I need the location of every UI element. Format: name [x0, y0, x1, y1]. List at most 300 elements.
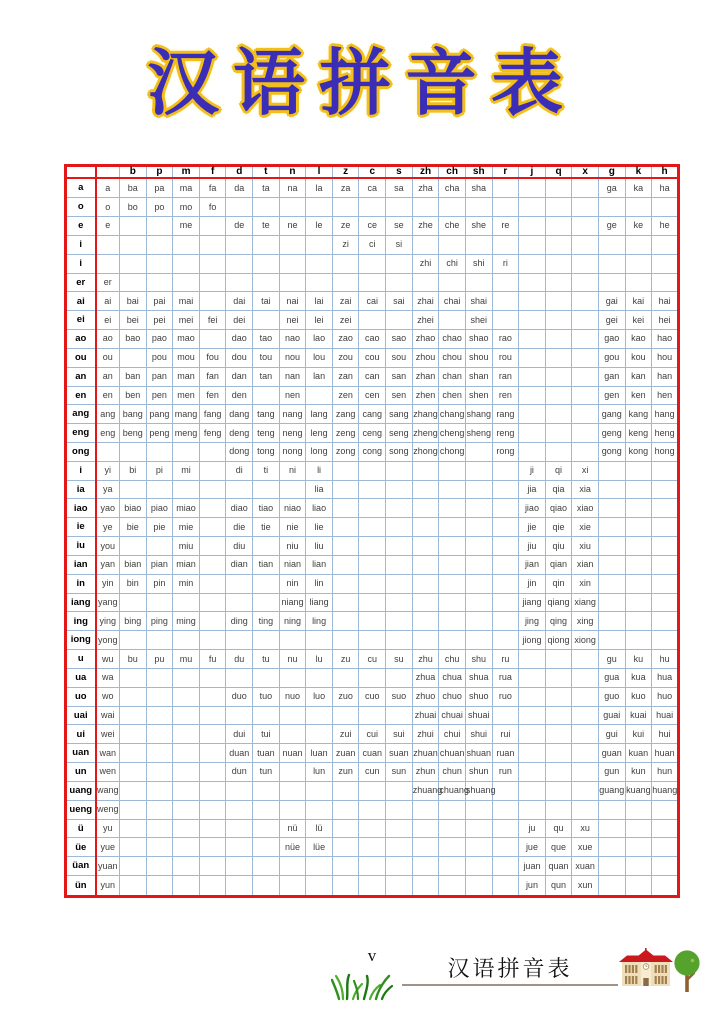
pinyin-cell: qun	[545, 876, 572, 897]
pinyin-cell	[332, 574, 359, 593]
pinyin-cell: mu	[173, 650, 200, 669]
pinyin-cell	[439, 273, 466, 292]
pinyin-cell	[332, 781, 359, 800]
pinyin-cell: shu	[465, 650, 492, 669]
pinyin-cell: shuai	[465, 706, 492, 725]
pinyin-cell: chi	[439, 254, 466, 273]
pinyin-cell: gong	[598, 442, 625, 461]
pinyin-cell	[519, 273, 546, 292]
pinyin-cell: que	[545, 838, 572, 857]
pinyin-cell: zuo	[332, 687, 359, 706]
pinyin-cell	[173, 819, 200, 838]
pinyin-cell: shao	[465, 330, 492, 349]
initial-column-header: p	[146, 166, 173, 179]
pinyin-cell	[96, 442, 120, 461]
pinyin-cell	[146, 631, 173, 650]
pinyin-cell: zan	[332, 367, 359, 386]
pinyin-row	[66, 876, 679, 897]
pinyin-cell: shei	[465, 311, 492, 330]
final-row-label: a	[66, 178, 96, 198]
pinyin-cell	[386, 631, 413, 650]
pinyin-cell	[598, 631, 625, 650]
initials-header-row	[66, 166, 679, 179]
pinyin-cell: ling	[306, 612, 333, 631]
pinyin-cell	[412, 593, 439, 612]
pinyin-cell: kang	[625, 405, 652, 424]
pinyin-cell	[572, 311, 599, 330]
pinyin-cell: tao	[253, 330, 280, 349]
pinyin-cell: chuan	[439, 744, 466, 763]
pinyin-cell: rang	[492, 405, 519, 424]
pinyin-cell: mou	[173, 348, 200, 367]
pinyin-cell	[598, 235, 625, 254]
pinyin-cell	[492, 311, 519, 330]
pinyin-cell: yue	[96, 838, 120, 857]
pinyin-cell	[120, 876, 147, 897]
pinyin-row	[66, 348, 679, 367]
pinyin-cell: cong	[359, 442, 386, 461]
pinyin-cell: kuan	[625, 744, 652, 763]
pinyin-cell: zi	[332, 235, 359, 254]
pinyin-cell: suo	[386, 687, 413, 706]
pinyin-cell	[465, 631, 492, 650]
pinyin-cell: tan	[253, 367, 280, 386]
pinyin-row	[66, 198, 679, 217]
pinyin-cell	[625, 876, 652, 897]
initial-column-header: x	[572, 166, 599, 179]
pinyin-cell: chua	[439, 668, 466, 687]
pinyin-cell	[96, 235, 120, 254]
pinyin-cell	[359, 518, 386, 537]
pinyin-cell	[625, 593, 652, 612]
pinyin-cell: gao	[598, 330, 625, 349]
pinyin-cell: tong	[253, 442, 280, 461]
pinyin-cell	[572, 178, 599, 198]
pinyin-cell: nei	[279, 311, 306, 330]
pinyin-cell: bei	[120, 311, 147, 330]
pinyin-cell	[492, 178, 519, 198]
pinyin-cell: qia	[545, 480, 572, 499]
pinyin-cell	[439, 593, 466, 612]
pinyin-cell	[120, 763, 147, 782]
pinyin-cell: qing	[545, 612, 572, 631]
pinyin-cell: biao	[120, 499, 147, 518]
final-row-label: üan	[66, 857, 96, 876]
pinyin-cell: kong	[625, 442, 652, 461]
pinyin-row	[66, 555, 679, 574]
pinyin-cell	[625, 198, 652, 217]
pinyin-cell	[199, 687, 226, 706]
pinyin-cell	[492, 876, 519, 897]
pinyin-cell: ting	[253, 612, 280, 631]
pinyin-cell: de	[226, 217, 253, 236]
pinyin-cell	[439, 819, 466, 838]
pinyin-cell: teng	[253, 424, 280, 443]
pinyin-cell: fa	[199, 178, 226, 198]
pinyin-cell: qiang	[545, 593, 572, 612]
pinyin-cell	[572, 744, 599, 763]
pinyin-cell	[146, 857, 173, 876]
pinyin-cell: a	[96, 178, 120, 198]
pinyin-cell: nie	[279, 518, 306, 537]
pinyin-cell	[226, 480, 253, 499]
pinyin-cell: nao	[279, 330, 306, 349]
pinyin-cell: bian	[120, 555, 147, 574]
pinyin-cell	[306, 876, 333, 897]
pinyin-cell	[652, 235, 679, 254]
pinyin-cell: ning	[279, 612, 306, 631]
pinyin-cell: dun	[226, 763, 253, 782]
pinyin-cell	[598, 838, 625, 857]
pinyin-cell	[359, 311, 386, 330]
pinyin-row	[66, 574, 679, 593]
pinyin-cell: cha	[439, 178, 466, 198]
pinyin-cell	[572, 800, 599, 819]
pinyin-cell	[572, 725, 599, 744]
pinyin-cell	[598, 876, 625, 897]
pinyin-cell	[226, 857, 253, 876]
pinyin-cell	[199, 217, 226, 236]
pinyin-cell: reng	[492, 424, 519, 443]
pinyin-cell	[199, 744, 226, 763]
pinyin-row	[66, 593, 679, 612]
pinyin-cell: shai	[465, 292, 492, 311]
pinyin-cell	[545, 217, 572, 236]
pinyin-cell: yuan	[96, 857, 120, 876]
pinyin-cell: rong	[492, 442, 519, 461]
pinyin-cell: kou	[625, 348, 652, 367]
pinyin-cell	[572, 668, 599, 687]
pinyin-cell	[545, 348, 572, 367]
pinyin-cell	[492, 593, 519, 612]
pinyin-cell	[199, 273, 226, 292]
pinyin-cell: zu	[332, 650, 359, 669]
pinyin-cell: san	[386, 367, 413, 386]
pinyin-cell	[492, 499, 519, 518]
pinyin-cell: zai	[332, 292, 359, 311]
pinyin-cell	[226, 706, 253, 725]
pinyin-cell	[332, 857, 359, 876]
pinyin-cell: bao	[120, 330, 147, 349]
pinyin-cell	[173, 442, 200, 461]
pinyin-cell	[199, 876, 226, 897]
pinyin-cell: suan	[386, 744, 413, 763]
pinyin-cell	[412, 198, 439, 217]
pinyin-cell	[572, 763, 599, 782]
pinyin-cell: kai	[625, 292, 652, 311]
pinyin-cell: ruo	[492, 687, 519, 706]
pinyin-row	[66, 537, 679, 556]
pinyin-cell: qian	[545, 555, 572, 574]
pinyin-cell: xue	[572, 838, 599, 857]
pinyin-cell	[359, 857, 386, 876]
pinyin-cell	[492, 292, 519, 311]
pinyin-cell	[386, 819, 413, 838]
pinyin-cell: yan	[96, 555, 120, 574]
pinyin-cell	[412, 631, 439, 650]
pinyin-cell	[173, 631, 200, 650]
pinyin-cell	[173, 781, 200, 800]
pinyin-cell	[625, 518, 652, 537]
pinyin-cell	[226, 198, 253, 217]
pinyin-cell: jue	[519, 838, 546, 857]
pinyin-cell: xin	[572, 574, 599, 593]
pinyin-cell: diu	[226, 537, 253, 556]
pinyin-cell	[598, 555, 625, 574]
pinyin-cell: wei	[96, 725, 120, 744]
pinyin-cell	[199, 668, 226, 687]
pinyin-row	[66, 857, 679, 876]
pinyin-cell	[146, 763, 173, 782]
pinyin-cell: xiao	[572, 499, 599, 518]
pinyin-cell	[386, 499, 413, 518]
pinyin-cell: chan	[439, 367, 466, 386]
pinyin-cell	[306, 198, 333, 217]
pinyin-cell: pen	[146, 386, 173, 405]
pinyin-cell: pian	[146, 555, 173, 574]
pinyin-cell: xiong	[572, 631, 599, 650]
pinyin-cell: den	[226, 386, 253, 405]
pinyin-cell	[386, 254, 413, 273]
pinyin-cell: nang	[279, 405, 306, 424]
pinyin-cell	[492, 838, 519, 857]
pinyin-cell	[120, 857, 147, 876]
pinyin-cell	[332, 838, 359, 857]
pinyin-row	[66, 819, 679, 838]
pinyin-row	[66, 725, 679, 744]
pinyin-cell	[332, 876, 359, 897]
pinyin-cell	[519, 292, 546, 311]
pinyin-cell	[652, 198, 679, 217]
pinyin-cell: zheng	[412, 424, 439, 443]
pinyin-row	[66, 838, 679, 857]
pinyin-cell: guo	[598, 687, 625, 706]
pinyin-cell: za	[332, 178, 359, 198]
pinyin-cell: zhui	[412, 725, 439, 744]
pinyin-cell	[519, 330, 546, 349]
pinyin-cell: ya	[96, 480, 120, 499]
pinyin-cell: kuo	[625, 687, 652, 706]
pinyin-cell: hai	[652, 292, 679, 311]
pinyin-cell: fan	[199, 367, 226, 386]
pinyin-cell	[279, 800, 306, 819]
final-row-label: en	[66, 386, 96, 405]
initial-column-header: j	[519, 166, 546, 179]
pinyin-cell: guang	[598, 781, 625, 800]
pinyin-cell: ping	[146, 612, 173, 631]
pinyin-cell: yang	[96, 593, 120, 612]
pinyin-cell	[492, 461, 519, 480]
pinyin-cell	[226, 593, 253, 612]
pinyin-row	[66, 178, 679, 198]
pinyin-cell: ying	[96, 612, 120, 631]
pinyin-cell	[279, 235, 306, 254]
pinyin-cell: wang	[96, 781, 120, 800]
pinyin-cell	[465, 518, 492, 537]
pinyin-cell	[598, 273, 625, 292]
pinyin-cell	[598, 800, 625, 819]
pinyin-cell	[652, 518, 679, 537]
pinyin-row	[66, 781, 679, 800]
pinyin-cell: keng	[625, 424, 652, 443]
pinyin-cell: zou	[332, 348, 359, 367]
pinyin-cell	[572, 292, 599, 311]
pinyin-cell: zhuan	[412, 744, 439, 763]
pinyin-cell: zun	[332, 763, 359, 782]
pinyin-cell: gu	[598, 650, 625, 669]
pinyin-cell	[545, 311, 572, 330]
pinyin-cell: zhuai	[412, 706, 439, 725]
pinyin-cell: dao	[226, 330, 253, 349]
pinyin-cell	[146, 668, 173, 687]
pinyin-cell	[120, 706, 147, 725]
pinyin-cell	[332, 631, 359, 650]
pinyin-cell: er	[96, 273, 120, 292]
pinyin-cell	[199, 461, 226, 480]
pinyin-cell: fei	[199, 311, 226, 330]
pinyin-cell	[412, 574, 439, 593]
pinyin-cell: beng	[120, 424, 147, 443]
final-row-label: ing	[66, 612, 96, 631]
pinyin-cell: fen	[199, 386, 226, 405]
initial-column-header: d	[226, 166, 253, 179]
pinyin-cell	[598, 499, 625, 518]
pinyin-cell	[519, 424, 546, 443]
pinyin-cell: song	[386, 442, 413, 461]
pinyin-cell: sa	[386, 178, 413, 198]
pinyin-cell	[359, 819, 386, 838]
pinyin-cell: la	[306, 178, 333, 198]
pinyin-cell	[306, 857, 333, 876]
pinyin-cell: ke	[625, 217, 652, 236]
pinyin-cell	[465, 461, 492, 480]
final-row-label: i	[66, 461, 96, 480]
pinyin-cell	[253, 311, 280, 330]
pinyin-cell	[199, 254, 226, 273]
pinyin-cell: yi	[96, 461, 120, 480]
pinyin-cell	[412, 819, 439, 838]
final-row-label: iao	[66, 499, 96, 518]
pinyin-row	[66, 744, 679, 763]
pinyin-cell	[332, 800, 359, 819]
pinyin-cell	[412, 612, 439, 631]
pinyin-cell	[545, 254, 572, 273]
pinyin-cell	[545, 198, 572, 217]
final-row-label: üe	[66, 838, 96, 857]
pinyin-cell: pu	[146, 650, 173, 669]
pinyin-cell: yu	[96, 819, 120, 838]
pinyin-cell	[253, 254, 280, 273]
pinyin-cell	[545, 781, 572, 800]
pinyin-cell	[652, 593, 679, 612]
pinyin-cell: luan	[306, 744, 333, 763]
pinyin-cell	[439, 480, 466, 499]
pinyin-cell: jiu	[519, 537, 546, 556]
pinyin-cell: tuan	[253, 744, 280, 763]
pinyin-cell	[492, 518, 519, 537]
tree-icon	[673, 950, 703, 997]
pinyin-cell	[625, 857, 652, 876]
pinyin-cell	[492, 198, 519, 217]
pinyin-cell: zang	[332, 405, 359, 424]
pinyin-cell	[199, 631, 226, 650]
pinyin-cell: meng	[173, 424, 200, 443]
pinyin-cell	[598, 254, 625, 273]
pinyin-cell	[572, 386, 599, 405]
pinyin-cell	[359, 480, 386, 499]
initial-column-header: sh	[465, 166, 492, 179]
pinyin-cell	[492, 800, 519, 819]
pinyin-cell	[332, 461, 359, 480]
pinyin-cell	[253, 235, 280, 254]
pinyin-cell: me	[173, 217, 200, 236]
pinyin-cell: cang	[359, 405, 386, 424]
pinyin-cell	[146, 744, 173, 763]
pinyin-cell: ri	[492, 254, 519, 273]
final-row-label: uo	[66, 687, 96, 706]
pinyin-cell: hen	[652, 386, 679, 405]
pinyin-cell: bai	[120, 292, 147, 311]
pinyin-cell: min	[173, 574, 200, 593]
pinyin-cell: ou	[96, 348, 120, 367]
pinyin-cell: kun	[625, 763, 652, 782]
pinyin-cell	[625, 838, 652, 857]
pinyin-cell: yin	[96, 574, 120, 593]
pinyin-cell	[439, 537, 466, 556]
initial-column-header: s	[386, 166, 413, 179]
pinyin-cell	[572, 254, 599, 273]
pinyin-cell: bing	[120, 612, 147, 631]
pinyin-cell: xie	[572, 518, 599, 537]
pinyin-cell	[652, 480, 679, 499]
pinyin-cell	[598, 819, 625, 838]
pinyin-cell: pi	[146, 461, 173, 480]
pinyin-cell: nu	[279, 650, 306, 669]
pinyin-cell: sou	[386, 348, 413, 367]
pinyin-cell: ren	[492, 386, 519, 405]
pinyin-cell	[465, 574, 492, 593]
pinyin-row	[66, 612, 679, 631]
pinyin-cell: cuo	[359, 687, 386, 706]
pinyin-cell	[439, 555, 466, 574]
pinyin-cell	[598, 461, 625, 480]
pinyin-cell: ai	[96, 292, 120, 311]
pinyin-cell	[146, 254, 173, 273]
pinyin-cell: qu	[545, 819, 572, 838]
pinyin-cell: nü	[279, 819, 306, 838]
pinyin-cell: du	[226, 650, 253, 669]
pinyin-cell: liu	[306, 537, 333, 556]
pinyin-cell: ji	[519, 461, 546, 480]
pinyin-cell: lia	[306, 480, 333, 499]
initial-column-header: ch	[439, 166, 466, 179]
pinyin-cell: yao	[96, 499, 120, 518]
pinyin-cell: lei	[306, 311, 333, 330]
pinyin-cell	[572, 706, 599, 725]
pinyin-cell	[492, 537, 519, 556]
pinyin-cell: da	[226, 178, 253, 198]
pinyin-cell: si	[386, 235, 413, 254]
pinyin-cell: ha	[652, 178, 679, 198]
pinyin-cell	[359, 612, 386, 631]
pinyin-cell	[146, 537, 173, 556]
pinyin-cell	[625, 631, 652, 650]
pinyin-cell	[545, 178, 572, 198]
pinyin-cell: liang	[306, 593, 333, 612]
pinyin-cell	[226, 668, 253, 687]
pinyin-cell	[465, 273, 492, 292]
pinyin-cell: zei	[332, 311, 359, 330]
